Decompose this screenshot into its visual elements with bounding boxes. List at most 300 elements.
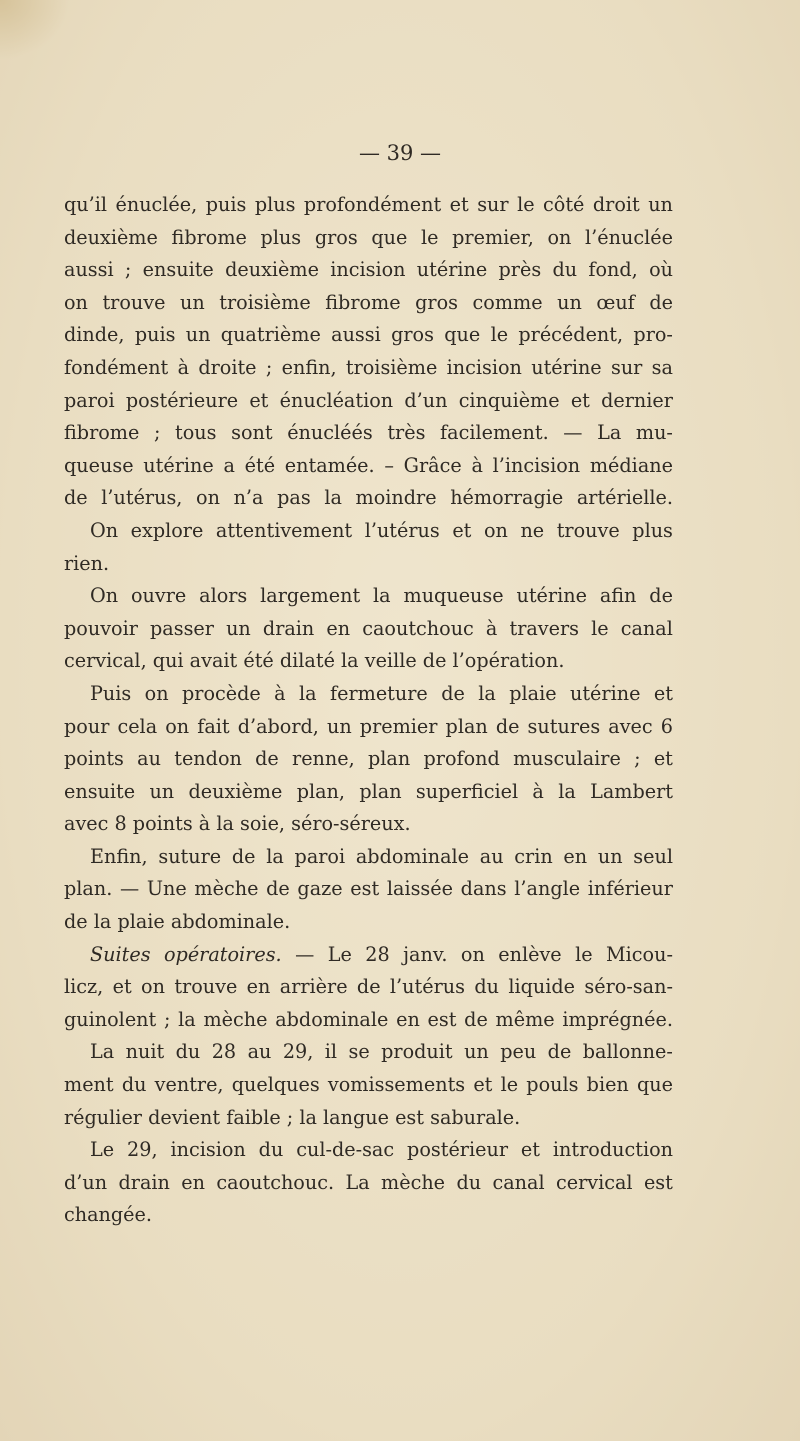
word: en <box>396 1007 420 1031</box>
word: enlève <box>498 942 562 966</box>
word: abdominale. <box>170 910 291 934</box>
word: et <box>449 193 469 216</box>
word: quatrième <box>220 323 321 347</box>
word: le <box>591 616 609 640</box>
word: Micou- <box>606 942 673 966</box>
word: enfin, <box>281 355 337 379</box>
word: l’incision <box>492 453 581 477</box>
word: près <box>498 258 542 282</box>
word: gros <box>415 290 458 314</box>
word: on <box>64 290 88 314</box>
word: Enfin, <box>90 844 148 868</box>
word: drain <box>118 1170 170 1194</box>
word: 6 <box>660 714 673 738</box>
word: postérieur <box>407 1138 508 1162</box>
word: — <box>563 421 583 445</box>
word: droite <box>198 355 257 379</box>
word: à <box>485 616 498 640</box>
word: cela <box>117 714 158 738</box>
word: fondément <box>64 355 169 379</box>
word: en <box>563 844 588 868</box>
word: profondément <box>303 193 442 216</box>
word: sont <box>231 421 273 445</box>
word: — <box>295 942 315 966</box>
word: paroi <box>64 388 115 412</box>
word: ne <box>520 518 545 542</box>
word: est <box>643 1170 673 1194</box>
text-line <box>64 1134 673 1167</box>
word: — <box>120 877 140 901</box>
word: fait <box>197 714 230 738</box>
word: utérine <box>143 453 214 477</box>
word: pro- <box>633 323 673 347</box>
word: incision <box>446 355 522 379</box>
word: la <box>341 649 365 673</box>
word: fibrome <box>64 421 140 445</box>
word: Suites <box>90 942 151 966</box>
word: un <box>179 290 205 314</box>
word: la <box>299 681 317 705</box>
word: en <box>181 1170 205 1194</box>
word: au <box>137 747 161 771</box>
text-line <box>64 906 673 939</box>
word: imprégnée. <box>562 1007 673 1031</box>
word: Lambert <box>590 779 673 803</box>
word: premier <box>359 714 438 738</box>
word: puis <box>205 193 247 216</box>
word: plaie <box>509 681 557 705</box>
word: la <box>324 486 342 510</box>
word: ; <box>124 258 132 282</box>
text-line <box>64 287 673 320</box>
word: du <box>474 975 499 999</box>
page-number: — 39 — <box>358 141 442 165</box>
word: et <box>452 518 472 542</box>
word: mu- <box>635 421 673 445</box>
word: mèche <box>203 1007 268 1031</box>
word: que <box>371 225 408 249</box>
word: Grâce <box>403 453 462 477</box>
word: faible <box>226 1105 287 1129</box>
word: troisième <box>219 290 311 314</box>
word: plan <box>445 714 488 738</box>
word: langue <box>323 1105 396 1129</box>
word: Une <box>146 877 187 901</box>
text-line <box>64 613 673 646</box>
word: saburale. <box>430 1105 521 1129</box>
word: changée. <box>64 1203 152 1227</box>
word: explore <box>130 518 204 542</box>
word: se <box>348 1040 370 1064</box>
text-line <box>64 711 673 744</box>
word: la <box>299 1105 324 1129</box>
text-line <box>64 939 673 972</box>
word: de <box>64 910 94 934</box>
word: moindre <box>355 486 437 510</box>
text-line <box>64 1036 673 1069</box>
word: La <box>597 421 622 445</box>
word: devient <box>148 1105 227 1129</box>
word: et <box>570 388 590 412</box>
text-line <box>64 580 673 613</box>
word: soie, <box>240 812 292 836</box>
text-line <box>64 743 673 776</box>
word: paroi <box>294 844 346 868</box>
text-line <box>64 1167 673 1200</box>
word: plus <box>632 518 673 542</box>
word: plaie <box>117 910 171 934</box>
word: est <box>395 1105 431 1129</box>
word: un <box>464 1040 489 1064</box>
word: muqueuse <box>403 584 504 608</box>
word: puis <box>134 323 176 347</box>
word: troisième <box>345 355 438 379</box>
word: d’un <box>404 388 448 412</box>
word: l’utérus <box>364 518 440 542</box>
word: ventre, <box>154 1073 224 1097</box>
word: pour <box>64 714 110 738</box>
word: – <box>384 453 394 477</box>
word: a <box>223 453 235 477</box>
word: vomissements <box>327 1073 466 1097</box>
word: on <box>196 486 220 510</box>
text-line <box>64 385 673 418</box>
word: rien. <box>64 551 110 575</box>
word: deuxième <box>225 258 319 282</box>
paper-stain <box>0 0 70 60</box>
text-line <box>64 222 673 255</box>
word: le <box>517 193 535 216</box>
word: canal <box>492 1170 545 1194</box>
word: un <box>226 616 251 640</box>
word: que <box>444 323 481 347</box>
word: au <box>247 1040 272 1064</box>
word: mèche <box>194 877 259 901</box>
word: On <box>90 584 119 608</box>
word: d’abord, <box>237 714 319 738</box>
word: superficiel <box>415 779 519 803</box>
word: et <box>520 1138 540 1162</box>
word: on <box>141 975 165 999</box>
word: l’opération. <box>452 649 565 673</box>
text-line <box>64 254 673 287</box>
word: renne, <box>292 747 355 771</box>
word: entamée. <box>284 453 375 477</box>
word: hémorragie <box>450 486 564 510</box>
word: guinolent <box>64 1007 157 1031</box>
word: Le <box>90 1138 115 1162</box>
word: été <box>244 453 276 477</box>
word: quelques <box>231 1073 320 1097</box>
text-line <box>64 189 673 222</box>
word: incision <box>330 258 406 282</box>
word: plan <box>368 747 411 771</box>
word: travers <box>509 616 580 640</box>
word: aussi <box>64 258 114 282</box>
word: sutures <box>527 714 601 738</box>
word: alors <box>199 584 248 608</box>
word: dilaté <box>279 649 342 673</box>
word: 28 <box>211 1040 237 1064</box>
word: un <box>326 714 352 738</box>
word: on <box>460 942 485 966</box>
word: de <box>649 584 673 608</box>
word: veille <box>364 649 423 673</box>
word: ; <box>286 1105 300 1129</box>
word: de <box>255 747 279 771</box>
word: arrière <box>279 975 348 999</box>
word: un <box>557 290 582 314</box>
word: fibrome <box>171 225 247 249</box>
word: l’utérus <box>389 975 465 999</box>
text-line <box>64 873 673 906</box>
word: 29, <box>282 1040 314 1064</box>
word: artérielle. <box>576 486 673 510</box>
word: à <box>177 355 190 379</box>
text-line <box>64 319 673 352</box>
word: très <box>387 421 426 445</box>
word: de <box>441 681 465 705</box>
word: sur <box>610 355 643 379</box>
word: 28 <box>365 942 390 966</box>
word: queuse <box>64 453 134 477</box>
text-line <box>64 1102 673 1135</box>
word: qu’il <box>64 193 108 216</box>
word: suture <box>158 844 222 868</box>
word: drain <box>262 616 315 640</box>
word: trouve <box>174 975 238 999</box>
word: gros <box>391 323 434 347</box>
word: l’énuclée <box>585 225 673 249</box>
word: ouvre <box>130 584 187 608</box>
word: procède <box>182 681 261 705</box>
word: la <box>216 812 241 836</box>
word: trouve <box>556 518 620 542</box>
text-line <box>64 450 673 483</box>
word: est <box>350 877 380 901</box>
word: de <box>422 649 453 673</box>
word: La <box>345 1170 370 1194</box>
word: la <box>558 779 576 803</box>
text-line <box>64 1004 673 1037</box>
word: énucléés <box>287 421 373 445</box>
word: attentivement <box>215 518 353 542</box>
text-line <box>64 776 673 809</box>
word: énuclée, <box>115 193 198 216</box>
word: gros <box>314 225 358 249</box>
word: plus <box>260 225 302 249</box>
word: ensuite <box>64 779 136 803</box>
word: pas <box>277 486 311 510</box>
word: l’utérus, <box>101 486 183 510</box>
word: de <box>231 844 256 868</box>
word: comme <box>472 290 543 314</box>
word: à <box>532 779 544 803</box>
word: dernier <box>601 388 673 412</box>
word: et <box>249 388 269 412</box>
word: abdominale <box>355 844 470 868</box>
word: de <box>649 290 673 314</box>
word: à <box>274 681 286 705</box>
word: est <box>427 1007 457 1031</box>
word: canal <box>620 616 673 640</box>
word: nuit <box>125 1040 165 1064</box>
word: du <box>552 258 578 282</box>
word: été <box>243 649 280 673</box>
word: laissée <box>386 877 453 901</box>
word: caoutchouc <box>362 616 474 640</box>
word: un <box>185 323 211 347</box>
word: Le <box>327 942 352 966</box>
word: la <box>178 1007 196 1031</box>
word: médiane <box>589 453 673 477</box>
word: de <box>356 975 381 999</box>
word: énucléation <box>279 388 394 412</box>
word: qui <box>152 649 190 673</box>
text-line <box>64 841 673 874</box>
text-line <box>64 1199 673 1232</box>
word: avec <box>64 812 115 836</box>
word: plus <box>254 193 296 216</box>
word: précédent, <box>518 323 624 347</box>
word: tendon <box>174 747 242 771</box>
word: deuxième <box>64 225 158 249</box>
word: utérine <box>531 355 602 379</box>
word: ; <box>163 1007 171 1031</box>
word: plan, <box>296 779 346 803</box>
word: le <box>500 1073 519 1097</box>
word: incision <box>170 1138 246 1162</box>
word: cul-de-sac <box>296 1138 395 1162</box>
word: crin <box>514 844 553 868</box>
word: un <box>597 844 623 868</box>
word: la <box>93 910 118 934</box>
word: avait <box>189 649 244 673</box>
word: ; <box>153 421 161 445</box>
word: utérine <box>569 681 641 705</box>
word: au <box>479 844 504 868</box>
word: inférieur <box>587 877 673 901</box>
word: un <box>149 779 175 803</box>
word: où <box>649 258 673 282</box>
word: la <box>266 844 284 868</box>
word: de <box>495 714 520 738</box>
word: ; <box>634 747 641 771</box>
word: pouls <box>526 1073 579 1097</box>
word: plan. <box>64 877 113 901</box>
word: la <box>373 584 391 608</box>
text-line <box>64 352 673 385</box>
word: du <box>175 1040 201 1064</box>
word: à <box>198 812 217 836</box>
word: à <box>471 453 483 477</box>
text-line <box>64 808 673 841</box>
word: caoutchouc. <box>216 1170 335 1194</box>
word: même <box>495 1007 555 1031</box>
text-line <box>64 417 673 450</box>
word: le <box>575 942 593 966</box>
word: trouve <box>102 290 166 314</box>
word: œuf <box>596 290 635 314</box>
word: régulier <box>64 1105 149 1129</box>
text-line <box>64 971 673 1004</box>
word: produit <box>381 1040 453 1064</box>
word: fond, <box>588 258 638 282</box>
text-line <box>64 548 673 581</box>
text-line <box>64 1069 673 1102</box>
word: on <box>483 518 508 542</box>
word: introduction <box>552 1138 673 1162</box>
word: points <box>64 747 124 771</box>
word: plan <box>359 779 402 803</box>
word: cervical <box>555 1170 633 1194</box>
word: la <box>478 681 496 705</box>
word: utérine <box>416 258 488 282</box>
text-line <box>64 678 673 711</box>
word: un <box>648 193 673 216</box>
word: du <box>258 1138 284 1162</box>
word: pouvoir <box>64 616 138 640</box>
word: seul <box>633 844 673 868</box>
word: en <box>326 616 351 640</box>
word: du <box>456 1170 482 1194</box>
word: l’angle <box>514 877 581 901</box>
word: cinquième <box>458 388 560 412</box>
word: et <box>653 747 673 771</box>
word: fibrome <box>325 290 401 314</box>
word: facilement. <box>440 421 549 445</box>
word: sur <box>477 193 509 216</box>
word: peu <box>500 1040 537 1064</box>
word: La <box>90 1040 115 1064</box>
word: ballonne- <box>582 1040 673 1064</box>
word: 8 <box>114 812 133 836</box>
word: du <box>121 1073 147 1097</box>
word: dinde, <box>64 323 125 347</box>
word: cervical, <box>64 649 153 673</box>
word: de <box>464 1007 488 1031</box>
word: mèche <box>381 1170 446 1194</box>
word: en <box>246 975 271 999</box>
word: de <box>64 486 88 510</box>
word: licz, <box>64 975 104 999</box>
word: 29, <box>127 1138 158 1162</box>
word: On <box>90 518 119 542</box>
word: dans <box>460 877 507 901</box>
word: on <box>165 714 190 738</box>
word: et <box>653 681 673 705</box>
word: de <box>547 1040 572 1064</box>
word: points <box>132 812 199 836</box>
word: n’a <box>233 486 264 510</box>
word: côté <box>543 193 585 216</box>
word: utérine <box>516 584 587 608</box>
word: et <box>473 1073 493 1097</box>
word: profond <box>423 747 500 771</box>
word: afin <box>599 584 637 608</box>
word: abdominale <box>275 1007 389 1031</box>
text-line <box>64 482 673 515</box>
word: janv. <box>403 942 448 966</box>
word: le <box>490 323 509 347</box>
word: musculaire <box>513 747 621 771</box>
word: ; <box>265 355 273 379</box>
word: séro-séreux. <box>291 812 411 836</box>
word: sa <box>651 355 673 379</box>
word: liquide <box>508 975 576 999</box>
word: il <box>324 1040 338 1064</box>
word: séro-san- <box>584 975 673 999</box>
